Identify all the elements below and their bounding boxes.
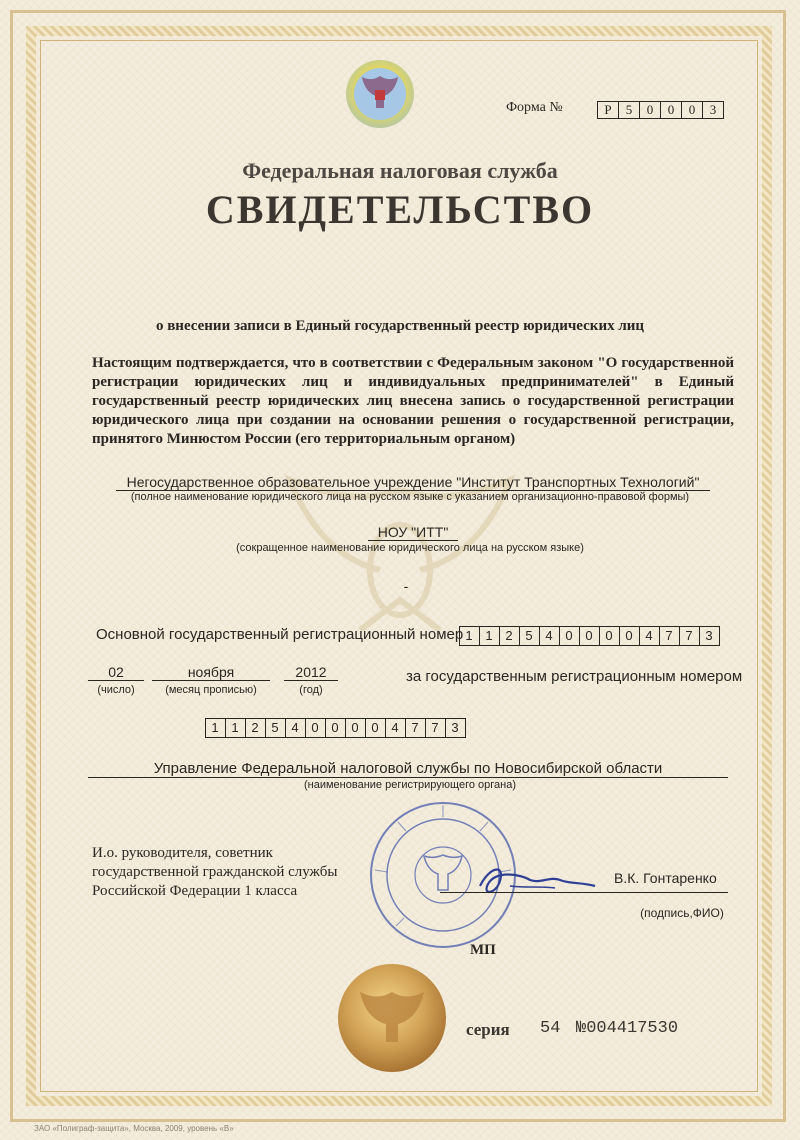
certificate-title: СВИДЕТЕЛЬСТВО [205,187,595,232]
form-code-char: 5 [618,101,640,119]
series-label: серия [466,1020,510,1039]
reg-number-digit: 4 [385,718,406,738]
ogrn-digit: 0 [619,626,640,646]
form-code-boxes [598,101,724,119]
ogrn-label: Основной государственный регистрационный номер [96,626,464,643]
date-month: ноября [152,664,270,681]
gold-seal-icon [336,962,448,1074]
reg-number-label: за государственным регистрационным номером [406,668,743,685]
date-year-caption: (год) [299,684,323,696]
ogrn-digit: 5 [519,626,540,646]
signature-caption: (подпись,ФИО) [640,906,724,920]
authority-caption: (наименование регистрирующего органа) [303,779,516,791]
authority-name: Управление Федеральной налоговой службы по Новосибирской области [88,760,728,778]
date-month-caption: (месяц прописью) [165,684,257,696]
stamp-mark-label: МП [470,942,496,958]
form-code-char: 0 [681,101,703,119]
date-day: 02 [88,664,144,681]
form-code-char: 3 [702,101,724,119]
serial-number: №004417530 [576,1019,679,1038]
reg-number-digit: 5 [265,718,286,738]
entity-full-name-caption: (полное наименование юридического лица на русском языке с указанием организационно-правовой формы) [130,491,690,503]
form-label: Форма № [506,100,563,115]
reg-number-digit: 3 [445,718,466,738]
reg-number-digit: 0 [325,718,346,738]
series-number: 54 [540,1019,561,1038]
reg-number-digit: 7 [425,718,446,738]
reg-number-boxes [206,718,466,738]
ogrn-digit: 7 [679,626,700,646]
emblem-hologram-icon [344,58,416,130]
signature-line [440,892,728,893]
date-year: 2012 [284,664,338,681]
entity-short-name: НОУ "ИТТ" [368,524,458,541]
ogrn-boxes [460,626,720,646]
date-day-caption: (число) [97,684,135,696]
ogrn-digit: 0 [579,626,600,646]
reg-number-digit: 4 [285,718,306,738]
ogrn-digit: 4 [639,626,660,646]
certificate-subtitle: о внесении записи в Единый государственный реестр юридических лиц [155,318,645,334]
reg-number-digit: 0 [345,718,366,738]
agency-name: Федеральная налоговая служба [242,158,558,183]
ogrn-digit: 0 [559,626,580,646]
ogrn-digit: 1 [459,626,480,646]
ogrn-digit: 7 [659,626,680,646]
printer-note: ЗАО «Полиграф-защита», Москва, 2009, уровень «В» [34,1124,234,1133]
placeholder-dash: - [403,578,409,594]
entity-full-name: Негосударственное образовательное учреждение "Институт Транспортных Технологий" [116,474,710,491]
signer-line-3: Российской Федерации 1 класса [92,883,298,899]
reg-number-digit: 7 [405,718,426,738]
reg-number-digit: 1 [205,718,226,738]
form-code-char: Р [597,101,619,119]
signer-line-2: государственной гражданской службы [92,864,338,880]
signature-icon [470,856,600,906]
ogrn-digit: 2 [499,626,520,646]
ogrn-digit: 4 [539,626,560,646]
certificate-body: Настоящим подтверждается, что в соответствии с Федеральным законом "О государственной регистрации юридических лиц и индивидуальных предпринимателей" в Единый государственный реестр юридических лиц внесена запись о государственной регистрации юридического лица при создании на основании решения о государственной регистрации, принятого Минюстом России (его территориальным органом) [92,355,734,447]
form-code-char: 0 [639,101,661,119]
signer-position [92,844,337,901]
reg-number-digit: 2 [245,718,266,738]
signer-line-1: И.о. руководителя, советник [92,845,273,861]
signer-name: В.К. Гонтаренко [614,870,717,886]
ogrn-digit: 1 [479,626,500,646]
ogrn-digit: 3 [699,626,720,646]
reg-number-digit: 0 [365,718,386,738]
ogrn-digit: 0 [599,626,620,646]
reg-number-digit: 0 [305,718,326,738]
form-code-char: 0 [660,101,682,119]
reg-number-digit: 1 [225,718,246,738]
entity-short-name-caption: (сокращенное наименование юридического лица на русском языке) [236,542,584,554]
